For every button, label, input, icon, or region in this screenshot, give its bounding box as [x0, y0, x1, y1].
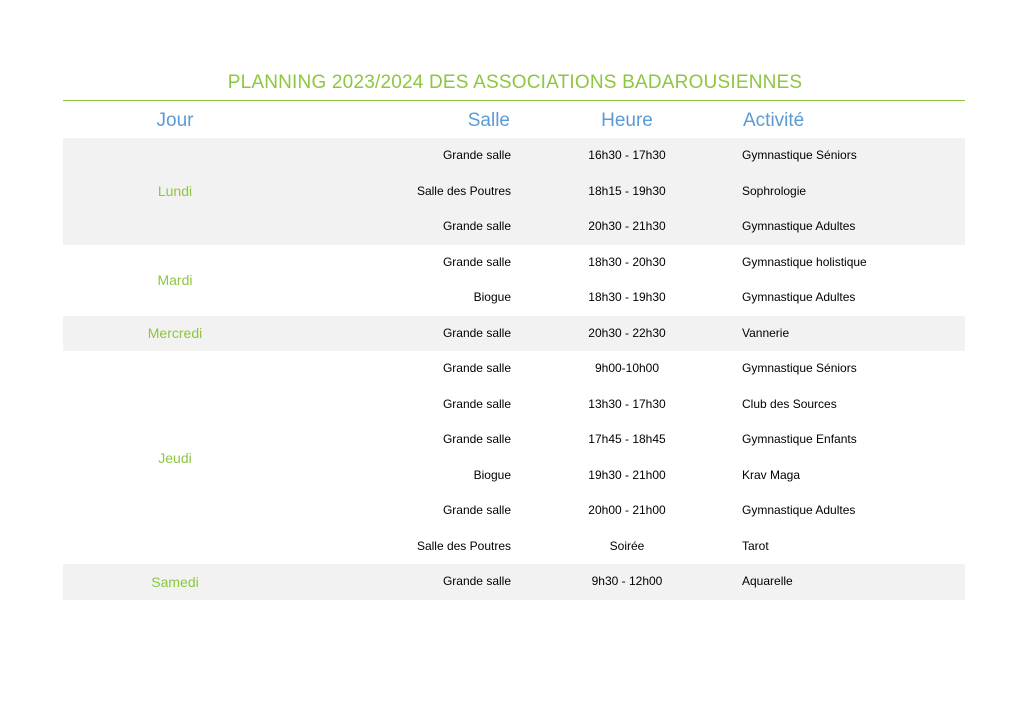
table-row [63, 458, 965, 494]
activity-cell: Gymnastique Adultes [742, 219, 856, 233]
time-cell: Soirée [609, 538, 645, 553]
room-cell: Grande salle [442, 432, 511, 446]
schedule-table [63, 138, 965, 600]
table-row [63, 209, 965, 245]
time-cell: 18h30 - 19h30 [588, 290, 666, 304]
day-label: Mardi [157, 272, 193, 288]
room-cell: Grande salle [442, 361, 511, 375]
room-cell: Grande salle [442, 503, 511, 517]
room-cell: Grande salle [442, 325, 511, 340]
header-jour: Jour [156, 110, 194, 131]
day-group [63, 564, 965, 600]
room-cell: Grande salle [442, 148, 511, 162]
day-label: Jeudi [158, 449, 192, 466]
table-row [63, 422, 965, 458]
activity-cell: Gymnastique Séniors [742, 148, 857, 162]
table-row [63, 174, 965, 210]
time-cell: 18h15 - 19h30 [588, 183, 666, 198]
day-label: Lundi [157, 183, 193, 200]
time-cell: 18h30 - 20h30 [588, 254, 666, 269]
time-cell: 20h30 - 22h30 [588, 325, 666, 340]
day-label: Samedi [151, 573, 199, 590]
day-group [63, 316, 965, 352]
room-cell: Biogue [473, 290, 511, 304]
table-row [63, 351, 965, 387]
day-group [63, 138, 965, 245]
activity-cell: Tarot [742, 538, 769, 553]
room-cell: Grande salle [442, 574, 511, 588]
time-cell: 9h30 - 12h00 [591, 574, 663, 588]
time-cell: 17h45 - 18h45 [588, 432, 666, 446]
table-row [63, 387, 965, 423]
room-cell: Grande salle [442, 219, 511, 233]
time-cell: 19h30 - 21h00 [588, 467, 666, 482]
time-cell: 20h30 - 21h30 [588, 219, 666, 233]
activity-cell: Vannerie [742, 325, 790, 340]
header-activite: Activité [743, 110, 805, 131]
activity-cell: Gymnastique Adultes [742, 503, 856, 517]
activity-cell: Krav Maga [742, 467, 801, 482]
title-divider [63, 100, 965, 101]
room-cell: Salle des Poutres [416, 183, 511, 198]
page-title: PLANNING 2023/2024 DES ASSOCIATIONS BADAROUSIENNES [227, 72, 803, 93]
table-row [63, 493, 965, 529]
table-row [63, 529, 965, 565]
table-row [63, 316, 965, 352]
header-heure: Heure [601, 110, 653, 131]
day-group [63, 245, 965, 316]
room-cell: Biogue [473, 467, 511, 482]
time-cell: 13h30 - 17h30 [588, 396, 666, 411]
room-cell: Grande salle [442, 396, 511, 411]
activity-cell: Aquarelle [742, 574, 793, 588]
room-cell: Grande salle [442, 254, 511, 269]
table-row [63, 138, 965, 174]
time-cell: 16h30 - 17h30 [588, 148, 666, 162]
activity-cell: Gymnastique Séniors [742, 361, 857, 375]
activity-cell: Sophrologie [742, 183, 807, 198]
table-row [63, 280, 965, 316]
table-header [0, 106, 1030, 136]
header-salle: Salle [467, 110, 510, 131]
table-row [63, 245, 965, 281]
day-group [63, 351, 965, 564]
activity-cell: Gymnastique Enfants [742, 432, 857, 446]
table-row [63, 564, 965, 600]
time-cell: 20h00 - 21h00 [588, 503, 666, 517]
day-label: Mercredi [147, 325, 203, 342]
activity-cell: Gymnastique Adultes [742, 290, 856, 304]
room-cell: Salle des Poutres [416, 538, 511, 553]
activity-cell: Gymnastique holistique [742, 254, 867, 269]
time-cell: 9h00-10h00 [594, 361, 660, 375]
activity-cell: Club des Sources [742, 396, 837, 411]
